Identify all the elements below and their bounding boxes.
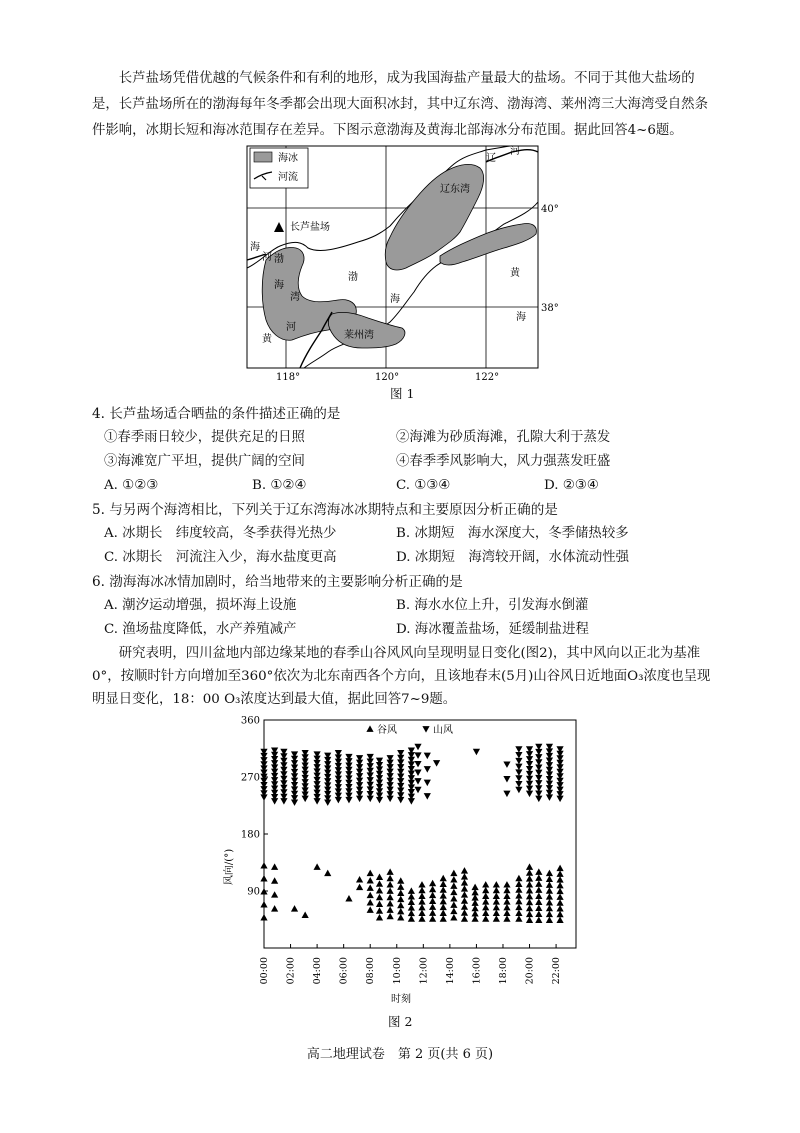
valley-wind-point	[515, 892, 522, 898]
valley-wind-point	[535, 868, 542, 874]
valley-wind-point	[387, 881, 394, 887]
valley-wind-point	[450, 901, 457, 907]
mountain-wind-point	[503, 776, 510, 782]
label-hai-river-2: 河	[262, 252, 272, 263]
valley-wind-point	[535, 905, 542, 911]
y-tick-label: 180	[240, 829, 260, 841]
valley-wind-point	[493, 915, 500, 921]
q6-option-c[interactable]: C. 渔场盐度降低，水产养殖减产	[104, 622, 297, 637]
valley-wind-point	[376, 887, 383, 893]
intro-paragraph-2: 研究表明，四川盆地内部边缘某地的春季山谷风风向呈现明显日变化(图2)，其中风向以正北为基准0°，按顺时针方向增加至360°依次为北东南西各个方向，且该地春末(5月)山谷风日近地面O₃浓度也呈现明显日变化，18：00 O₃浓度达到最大值，据此回答7~9题。	[92, 646, 711, 707]
lon-label-118: 118°	[276, 372, 301, 382]
valley-wind-point	[387, 906, 394, 912]
valley-wind-point	[461, 867, 468, 873]
valley-wind-point	[440, 881, 447, 887]
valley-wind-point	[450, 870, 457, 876]
q6-option-b[interactable]: B. 海水水位上升，引发海水倒灌	[396, 598, 589, 613]
valley-wind-point	[376, 907, 383, 913]
y-tick-label: 270	[240, 772, 260, 784]
legend-ice-label: 海冰	[278, 153, 298, 164]
valley-wind-point	[482, 892, 489, 898]
label-yellow-river-1: 黄	[262, 334, 272, 345]
valley-wind-point	[418, 915, 425, 921]
valley-wind-point	[482, 910, 489, 916]
valley-wind-point	[376, 880, 383, 886]
valley-wind-point	[556, 888, 563, 894]
valley-wind-point	[260, 914, 267, 920]
label-yellow-sea-1: 黄	[510, 268, 520, 279]
valley-wind-point	[526, 917, 533, 923]
site-label: 长芦盐场	[290, 222, 330, 233]
valley-wind-point	[271, 877, 278, 883]
intro-paragraph-1: 长芦盐场凭借优越的气候条件和有利的地形，成为我国海盐产量最大的盐场。不同于其他大盐场的是，长芦盐场所在的渤海每年冬季都会出现大面积冰封，其中辽东湾、渤海湾、莱州湾三大海湾受自然条件影响，冰期长短和海冰范围存在差异。下图示意渤海及黄海北部海冰分布范围。据此回答4~6题。	[92, 71, 708, 138]
valley-wind-point	[515, 904, 522, 910]
valley-wind-point	[408, 910, 415, 916]
chart-y-axis-label: 风向/(°)	[224, 848, 235, 886]
valley-wind-point	[503, 881, 510, 887]
x-tick-label: 14:00	[444, 957, 456, 985]
valley-wind-point	[503, 915, 510, 921]
valley-wind-point	[493, 904, 500, 910]
q5-option-d[interactable]: D. 冰期短 海湾较开阔，水体流动性强	[396, 550, 630, 565]
valley-wind-point	[397, 914, 404, 920]
valley-wind-point	[429, 903, 436, 909]
chart-legend	[366, 723, 453, 736]
valley-wind-point	[271, 905, 278, 911]
mountain-wind-point	[473, 749, 480, 755]
valley-wind-point	[535, 874, 542, 880]
valley-wind-point	[461, 873, 468, 879]
valley-wind-point	[397, 883, 404, 889]
x-tick-label: 20:00	[524, 957, 536, 985]
label-bohai-bay-1: 渤	[274, 254, 284, 265]
mountain-wind-point	[424, 753, 431, 759]
valley-wind-point	[356, 884, 363, 890]
valley-wind-point	[397, 896, 404, 902]
valley-wind-point	[376, 894, 383, 900]
q4-stem: 4. 长芦盐场适合晒盐的条件描述正确的是	[92, 406, 341, 422]
mountain-wind-point	[515, 769, 522, 775]
valley-wind-point	[440, 898, 447, 904]
valley-wind-point	[408, 887, 415, 893]
valley-wind-point	[387, 868, 394, 874]
q4-option-d[interactable]: D. ②③④	[544, 478, 599, 493]
q5-stem: 5. 与另两个海湾相比，下列关于辽东湾海冰冰期特点和主要原因分析正确的是	[92, 502, 558, 518]
valley-wind-point	[482, 881, 489, 887]
legend-mountain-label: 山风	[433, 725, 453, 736]
valley-wind-point	[440, 915, 447, 921]
valley-wind-point	[546, 911, 553, 917]
label-bohai-bay-3: 湾	[290, 292, 300, 303]
valley-wind-point	[376, 900, 383, 906]
valley-wind-point	[387, 894, 394, 900]
valley-wind-point	[367, 899, 374, 905]
valley-wind-point	[345, 895, 352, 901]
mountain-wind-point	[503, 791, 510, 797]
q4-option-a[interactable]: A. ①②③	[104, 478, 159, 493]
valley-wind-point	[493, 898, 500, 904]
valley-wind-point	[408, 899, 415, 905]
q5-option-c[interactable]: C. 冰期长 河流注入少，海水盐度更高	[104, 550, 337, 565]
valley-wind-point	[397, 908, 404, 914]
valley-wind-point	[493, 892, 500, 898]
valley-wind-point	[418, 898, 425, 904]
valley-wind-point	[367, 892, 374, 898]
valley-wind-point	[515, 915, 522, 921]
valley-wind-point	[418, 887, 425, 893]
x-tick-label: 06:00	[338, 957, 350, 985]
valley-wind-point	[535, 880, 542, 886]
valley-wind-point	[535, 886, 542, 892]
valley-wind-point	[535, 892, 542, 898]
valley-wind-point	[418, 910, 425, 916]
valley-wind-point	[515, 909, 522, 915]
valley-wind-point	[397, 877, 404, 883]
mountain-wind-point	[414, 761, 421, 767]
valley-wind-point	[397, 890, 404, 896]
valley-wind-point	[461, 885, 468, 891]
valley-wind-point	[367, 884, 374, 890]
valley-wind-point	[408, 893, 415, 899]
y-tick-label: 90	[247, 886, 260, 898]
valley-wind-point	[546, 887, 553, 893]
label-yellow-river-2: 河	[286, 322, 296, 333]
valley-wind-point	[271, 891, 278, 897]
valley-wind-point	[387, 887, 394, 893]
valley-wind-point	[535, 917, 542, 923]
valley-wind-point	[526, 875, 533, 881]
valley-wind-point	[429, 915, 436, 921]
valley-wind-point	[450, 889, 457, 895]
valley-wind-point	[450, 914, 457, 920]
valley-wind-point	[450, 882, 457, 888]
valley-wind-point	[440, 904, 447, 910]
valley-wind-point	[461, 897, 468, 903]
mountain-wind-point	[515, 746, 522, 752]
valley-wind-point	[526, 899, 533, 905]
y-tick-label: 360	[240, 715, 260, 727]
mountain-wind-point	[424, 793, 431, 799]
mountain-wind-point	[414, 787, 421, 793]
x-tick-label: 08:00	[365, 957, 377, 985]
mountain-wind-point	[515, 787, 522, 793]
mountain-wind-point	[414, 778, 421, 784]
x-tick-label: 10:00	[391, 957, 403, 985]
lon-label-120: 120°	[375, 372, 400, 382]
q5-option-a[interactable]: A. 冰期长 纬度较高，冬季获得光热少	[104, 526, 337, 541]
valley-wind-point	[471, 884, 478, 890]
label-bohai-1: 渤	[348, 272, 358, 283]
valley-wind-point	[526, 869, 533, 875]
valley-wind-point	[387, 875, 394, 881]
q4-item-1: ①春季雨日较少，提供充足的日照	[104, 430, 305, 445]
valley-wind-point	[408, 915, 415, 921]
legend-valley-marker	[366, 725, 373, 731]
valley-wind-point	[556, 905, 563, 911]
q6-option-a[interactable]: A. 潮汐运动增强，损坏海上设施	[104, 598, 297, 613]
mountain-wind-point	[515, 758, 522, 764]
mountain-wind-point	[515, 764, 522, 770]
valley-wind-point	[546, 893, 553, 899]
legend-valley-label: 谷风	[377, 725, 397, 736]
label-bohai-bay-2: 海	[274, 280, 284, 291]
mountain-wind-point	[424, 780, 431, 786]
x-tick-label: 12:00	[418, 957, 430, 985]
valley-wind-point	[535, 911, 542, 917]
valley-wind-point	[429, 898, 436, 904]
valley-wind-point	[515, 886, 522, 892]
valley-wind-point	[546, 881, 553, 887]
valley-wind-point	[450, 908, 457, 914]
valley-wind-point	[440, 886, 447, 892]
legend-mountain-marker	[422, 726, 429, 732]
valley-wind-point	[503, 904, 510, 910]
chart-points	[260, 744, 563, 923]
valley-wind-point	[387, 913, 394, 919]
valley-wind-point	[503, 898, 510, 904]
valley-wind-point	[429, 892, 436, 898]
valley-wind-point	[515, 875, 522, 881]
valley-wind-point	[482, 898, 489, 904]
q6-stem: 6. 渤海海冰冰情加剧时，给当地带来的主要影响分析正确的是	[92, 574, 463, 590]
figure-2-caption: 图 2	[388, 1014, 413, 1029]
valley-wind-point	[397, 902, 404, 908]
q5-options	[104, 522, 744, 570]
valley-wind-point	[429, 909, 436, 915]
valley-wind-point	[461, 891, 468, 897]
valley-wind-point	[526, 881, 533, 887]
valley-wind-point	[535, 898, 542, 904]
mountain-wind-point	[515, 752, 522, 758]
valley-wind-point	[387, 900, 394, 906]
valley-wind-point	[440, 875, 447, 881]
valley-wind-point	[271, 863, 278, 869]
mountain-wind-point	[424, 766, 431, 772]
valley-wind-point	[556, 917, 563, 923]
valley-wind-point	[461, 879, 468, 885]
chart-x-axis-label: 时刻	[391, 994, 411, 1005]
valley-wind-point	[526, 887, 533, 893]
valley-wind-point	[260, 901, 267, 907]
valley-wind-point	[418, 892, 425, 898]
lat-label-38: 38°	[541, 303, 559, 314]
q4-items	[104, 426, 744, 498]
page-footer: 高二地理试卷 第 2 页(共 6 页)	[306, 1047, 494, 1062]
valley-wind-point	[482, 887, 489, 893]
valley-wind-point	[260, 862, 267, 868]
valley-wind-point	[440, 892, 447, 898]
q5-option-b[interactable]: B. 冰期短 海水深度大，冬季储热较多	[396, 526, 629, 541]
valley-wind-point	[503, 887, 510, 893]
x-tick-label: 18:00	[497, 957, 509, 985]
valley-wind-point	[482, 904, 489, 910]
mountain-wind-point	[515, 775, 522, 781]
x-tick-label: 16:00	[471, 957, 483, 985]
x-tick-label: 04:00	[312, 957, 324, 985]
valley-wind-point	[515, 881, 522, 887]
valley-wind-point	[526, 911, 533, 917]
x-tick-label: 00:00	[259, 957, 270, 985]
valley-wind-point	[260, 875, 267, 881]
mountain-wind-point	[414, 770, 421, 776]
label-hai-river-1: 海	[250, 242, 260, 253]
salt-field-marker	[274, 222, 284, 232]
wind-direction-chart	[220, 712, 600, 1012]
mountain-wind-point	[433, 760, 440, 766]
q6-options	[104, 594, 744, 642]
valley-wind-point	[515, 898, 522, 904]
q4-item-2: ②海滩为砂质海滩，孔隙大利于蒸发	[396, 430, 611, 445]
valley-wind-point	[546, 917, 553, 923]
valley-wind-point	[526, 863, 533, 869]
legend-ice-swatch	[254, 152, 272, 162]
valley-wind-point	[450, 895, 457, 901]
label-liao-2: 河	[510, 146, 520, 157]
valley-wind-point	[546, 870, 553, 876]
valley-wind-point	[450, 876, 457, 882]
valley-wind-point	[556, 870, 563, 876]
valley-wind-point	[408, 904, 415, 910]
mountain-wind-point	[414, 744, 421, 750]
valley-wind-point	[429, 880, 436, 886]
valley-wind-point	[418, 881, 425, 887]
valley-wind-point	[546, 899, 553, 905]
label-liao-1: 辽	[486, 153, 496, 164]
valley-wind-point	[546, 876, 553, 882]
bohai-sea-ice-map	[240, 142, 560, 382]
valley-wind-point	[493, 910, 500, 916]
q4-item-3: ③海滩宽广平坦，提供广阔的空间	[104, 454, 305, 469]
valley-wind-point	[367, 870, 374, 876]
label-laizhou-bay: 莱州湾	[344, 330, 374, 341]
valley-wind-point	[440, 909, 447, 915]
valley-wind-point	[503, 892, 510, 898]
mountain-wind-point	[515, 781, 522, 787]
valley-wind-point	[314, 863, 321, 869]
q4-option-c[interactable]: C. ①③④	[396, 478, 451, 493]
valley-wind-point	[376, 873, 383, 879]
valley-wind-point	[556, 893, 563, 899]
legend-river-label: 河流	[278, 172, 298, 183]
figure-1-caption: 图 1	[390, 386, 415, 401]
valley-wind-point	[546, 905, 553, 911]
valley-wind-point	[418, 904, 425, 910]
valley-wind-point	[556, 882, 563, 888]
label-liaodong-bay: 辽东湾	[440, 184, 470, 195]
valley-wind-point	[556, 876, 563, 882]
x-tick-label: 02:00	[285, 957, 297, 985]
valley-wind-point	[291, 905, 298, 911]
valley-wind-point	[526, 893, 533, 899]
mountain-wind-point	[503, 761, 510, 767]
valley-wind-point	[367, 906, 374, 912]
valley-wind-point	[461, 903, 468, 909]
valley-wind-point	[376, 914, 383, 920]
valley-wind-point	[526, 905, 533, 911]
q6-option-d[interactable]: D. 海冰覆盖盐场，延缓制盐进程	[396, 622, 589, 637]
lat-label-40: 40°	[541, 204, 559, 215]
valley-wind-point	[556, 911, 563, 917]
valley-wind-point	[503, 910, 510, 916]
valley-wind-point	[493, 887, 500, 893]
valley-wind-point	[461, 909, 468, 915]
lon-label-122: 122°	[475, 372, 500, 382]
q4-item-4: ④春季季风影响大，风力强蒸发旺盛	[396, 454, 611, 469]
valley-wind-point	[556, 899, 563, 905]
q4-option-b[interactable]: B. ①②④	[252, 478, 307, 493]
label-yellow-sea-2: 海	[516, 312, 526, 323]
mountain-wind-point	[414, 752, 421, 758]
valley-wind-point	[429, 886, 436, 892]
valley-wind-point	[461, 915, 468, 921]
valley-wind-point	[556, 865, 563, 871]
x-tick-label: 22:00	[551, 957, 563, 985]
valley-wind-point	[493, 881, 500, 887]
valley-wind-point	[324, 870, 331, 876]
valley-wind-point	[482, 915, 489, 921]
valley-wind-point	[367, 877, 374, 883]
label-bohai-2: 海	[390, 294, 400, 305]
valley-wind-point	[302, 911, 309, 917]
valley-wind-point	[356, 876, 363, 882]
